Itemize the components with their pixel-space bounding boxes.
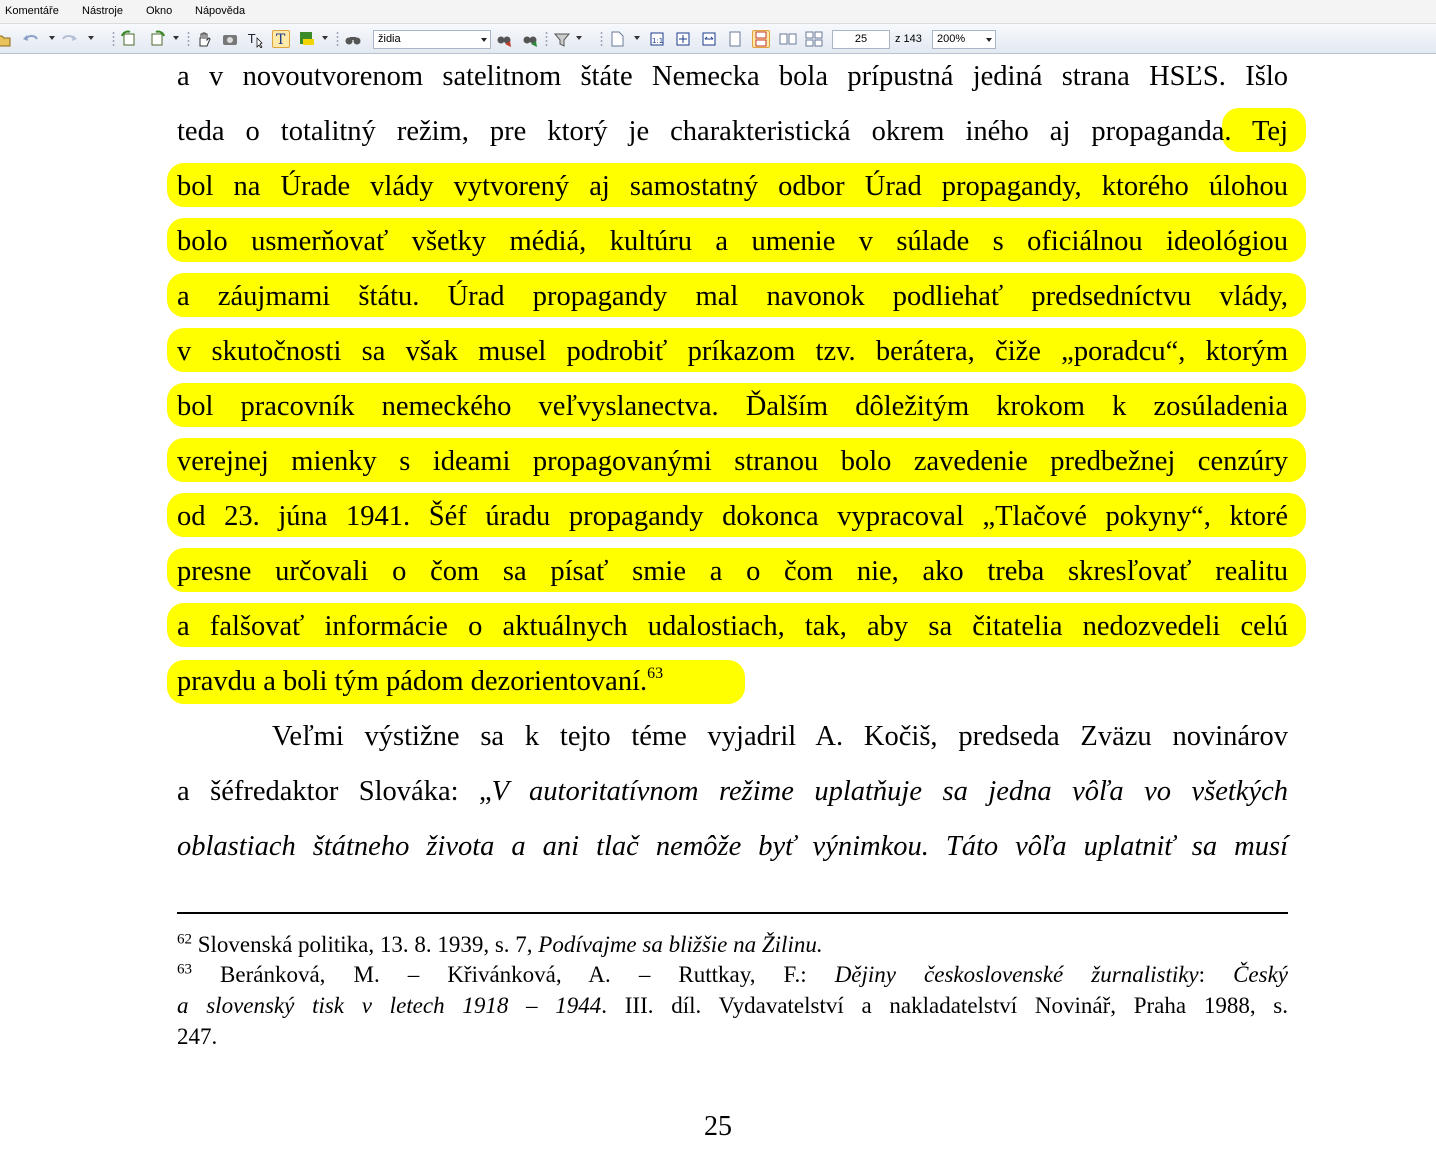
redo-icon[interactable] — [60, 30, 78, 48]
paragraph-2-line: Veľmi výstižne sa k tejto téme vyjadril A. Kočiš, predseda Zväzu novinárov — [272, 721, 1288, 752]
footnote-text: Slovenská politika, 13. 8. 1939, s. 7, — [192, 932, 539, 957]
open-icon[interactable] — [0, 30, 12, 48]
footnote-text: Beránková, M. – Křivánková, A. – Ruttkay, F.: — [192, 962, 835, 987]
search-input-value: židia — [378, 33, 401, 45]
stamp-dropdown-icon[interactable] — [576, 36, 582, 40]
text-line: verejnej mienky s ideami propagovanými stranou bolo zavedenie predbežnej cenzúry — [177, 446, 1288, 477]
highlight-dropdown-icon[interactable] — [322, 36, 328, 40]
page-number-value: 25 — [854, 33, 868, 45]
paragraph-2-line — [177, 775, 1288, 809]
undo-dropdown-icon[interactable] — [49, 36, 55, 40]
svg-text:1:1: 1:1 — [652, 37, 664, 45]
continuous-page-icon[interactable] — [752, 30, 770, 48]
page-total-label: z 143 — [895, 33, 922, 45]
text-line: a v novoutvorenom satelitnom štáte Nemecka bola prípustná jediná strana HSĽS. Išlo — [177, 61, 1288, 92]
footnote-italic: Podívajme sa bližšie na Žilinu. — [538, 932, 823, 957]
find-next-icon[interactable] — [521, 30, 539, 48]
menu-comments[interactable]: Komentáře — [5, 5, 59, 17]
footnote-number: 62 — [177, 931, 192, 948]
toolbar — [0, 24, 1436, 54]
facing-pages-icon[interactable] — [779, 30, 797, 48]
text-line: presne určovali o čom sa písať smie a o čom nie, ako treba skresľovať realitu — [177, 556, 1288, 587]
footnote-number: 63 — [177, 961, 192, 978]
toolbar-grip[interactable] — [545, 31, 548, 47]
toolbar-grip[interactable] — [600, 31, 603, 47]
hand-tool-icon[interactable] — [195, 30, 213, 48]
text-tool-icon[interactable] — [272, 30, 290, 48]
toolbar-grip[interactable] — [336, 31, 339, 47]
single-page-icon[interactable] — [726, 30, 744, 48]
toolbar-grip[interactable] — [187, 31, 190, 47]
text-line-last — [177, 665, 1288, 699]
search-input[interactable] — [373, 30, 491, 49]
quote-italic: V autoritatívnom režime uplatňuje sa jedna vôľa vo všetkých — [491, 776, 1288, 807]
search-binoculars-icon[interactable] — [344, 30, 362, 48]
footnote-text: : — [1198, 962, 1234, 987]
zoom-dropdown-icon[interactable] — [986, 38, 992, 42]
stamp-icon[interactable] — [553, 30, 571, 48]
highlight-tool-icon[interactable] — [298, 30, 316, 48]
footnote-separator — [177, 912, 1288, 914]
footnote-63-line-3: 247. — [177, 1024, 218, 1049]
select-text-icon[interactable] — [246, 30, 264, 48]
text-line: teda o totalitný režim, pre ktorý je charakteristická okrem iného aj propaganda. Tej — [177, 116, 1288, 147]
document-page — [0, 55, 1436, 1176]
fit-page-icon[interactable] — [674, 30, 692, 48]
zoom-value: 200% — [937, 33, 966, 45]
fit-width-icon[interactable] — [700, 30, 718, 48]
text-line: bolo usmerňovať všetky médiá, kultúru a umenie v súlade s oficiálnou ideológiou — [177, 226, 1288, 257]
redo-dropdown-icon[interactable] — [88, 36, 94, 40]
undo-icon[interactable] — [22, 30, 40, 48]
menu-bar — [0, 0, 1436, 24]
footnote-italic: Dějiny československé žurnalistiky — [834, 962, 1199, 987]
snapshot-icon[interactable] — [221, 30, 239, 48]
text-line: bol na Úrade vlády vytvorený aj samostatný odbor Úrad propagandy, ktorého úlohou — [177, 171, 1288, 202]
toolbar-grip[interactable] — [112, 31, 115, 47]
page-number: 25 — [704, 1111, 732, 1142]
footnote-63-line-2 — [177, 991, 1288, 1020]
new-page-icon[interactable] — [608, 30, 626, 48]
text-line: bol pracovník nemeckého veľvyslanectva. Ďalším dôležitým krokom k zosúladenia — [177, 391, 1288, 422]
new-page-dropdown-icon[interactable] — [634, 36, 640, 40]
text-line: od 23. júna 1941. Šéf úradu propagandy dokonca vypracoval „Tlačové pokyny“, ktoré — [177, 501, 1288, 532]
menu-help[interactable]: Nápověda — [195, 5, 246, 17]
footnote-reference[interactable]: 63 — [647, 664, 664, 682]
footnote-63 — [177, 960, 1288, 989]
menu-tools[interactable]: Nástroje — [82, 5, 123, 17]
rotate-left-icon[interactable] — [120, 30, 138, 48]
rotate-right-icon[interactable] — [148, 30, 166, 48]
paragraph-2-line: oblastiach štátneho života a ani tlač nemôže byť výnimkou. Táto vôľa uplatniť sa musí — [177, 831, 1288, 862]
zoom-select[interactable] — [932, 30, 996, 49]
text-line: a falšovať informácie o aktuálnych udalostiach, tak, aby sa čitatelia nedozvedeli celú — [177, 611, 1288, 642]
text-line: pravdu a boli tým pádom dezorientovaní. — [177, 666, 648, 697]
svg-text:T: T — [276, 32, 286, 47]
footnote-italic: Český — [1233, 962, 1289, 987]
text-line: a záujmami štátu. Úrad propagandy mal navonok podliehať predsedníctvu vlády, — [177, 281, 1288, 312]
menu-window[interactable]: Okno — [146, 5, 173, 17]
continuous-facing-icon[interactable] — [805, 30, 823, 48]
text-line: v skutočnosti sa však musel podrobiť príkazom tzv. berátera, čiže „poradcu“, ktorým — [177, 336, 1288, 367]
find-previous-icon[interactable] — [495, 30, 513, 48]
page-number-input[interactable] — [832, 30, 890, 49]
svg-text:T: T — [248, 32, 256, 46]
rotate-dropdown-icon[interactable] — [173, 36, 179, 40]
footnote-italic: a slovenský tisk v letech 1918 – 1944 — [177, 993, 602, 1018]
actual-size-icon[interactable] — [648, 30, 666, 48]
footnote-62 — [177, 930, 1288, 959]
search-dropdown-icon[interactable] — [481, 38, 487, 42]
paragraph-2-text: a šéfredaktor Slováka: „ — [177, 776, 492, 807]
footnote-text: . III. díl. Vydavatelství a nakladatelství Novinář, Praha 1988, s. — [601, 993, 1288, 1018]
